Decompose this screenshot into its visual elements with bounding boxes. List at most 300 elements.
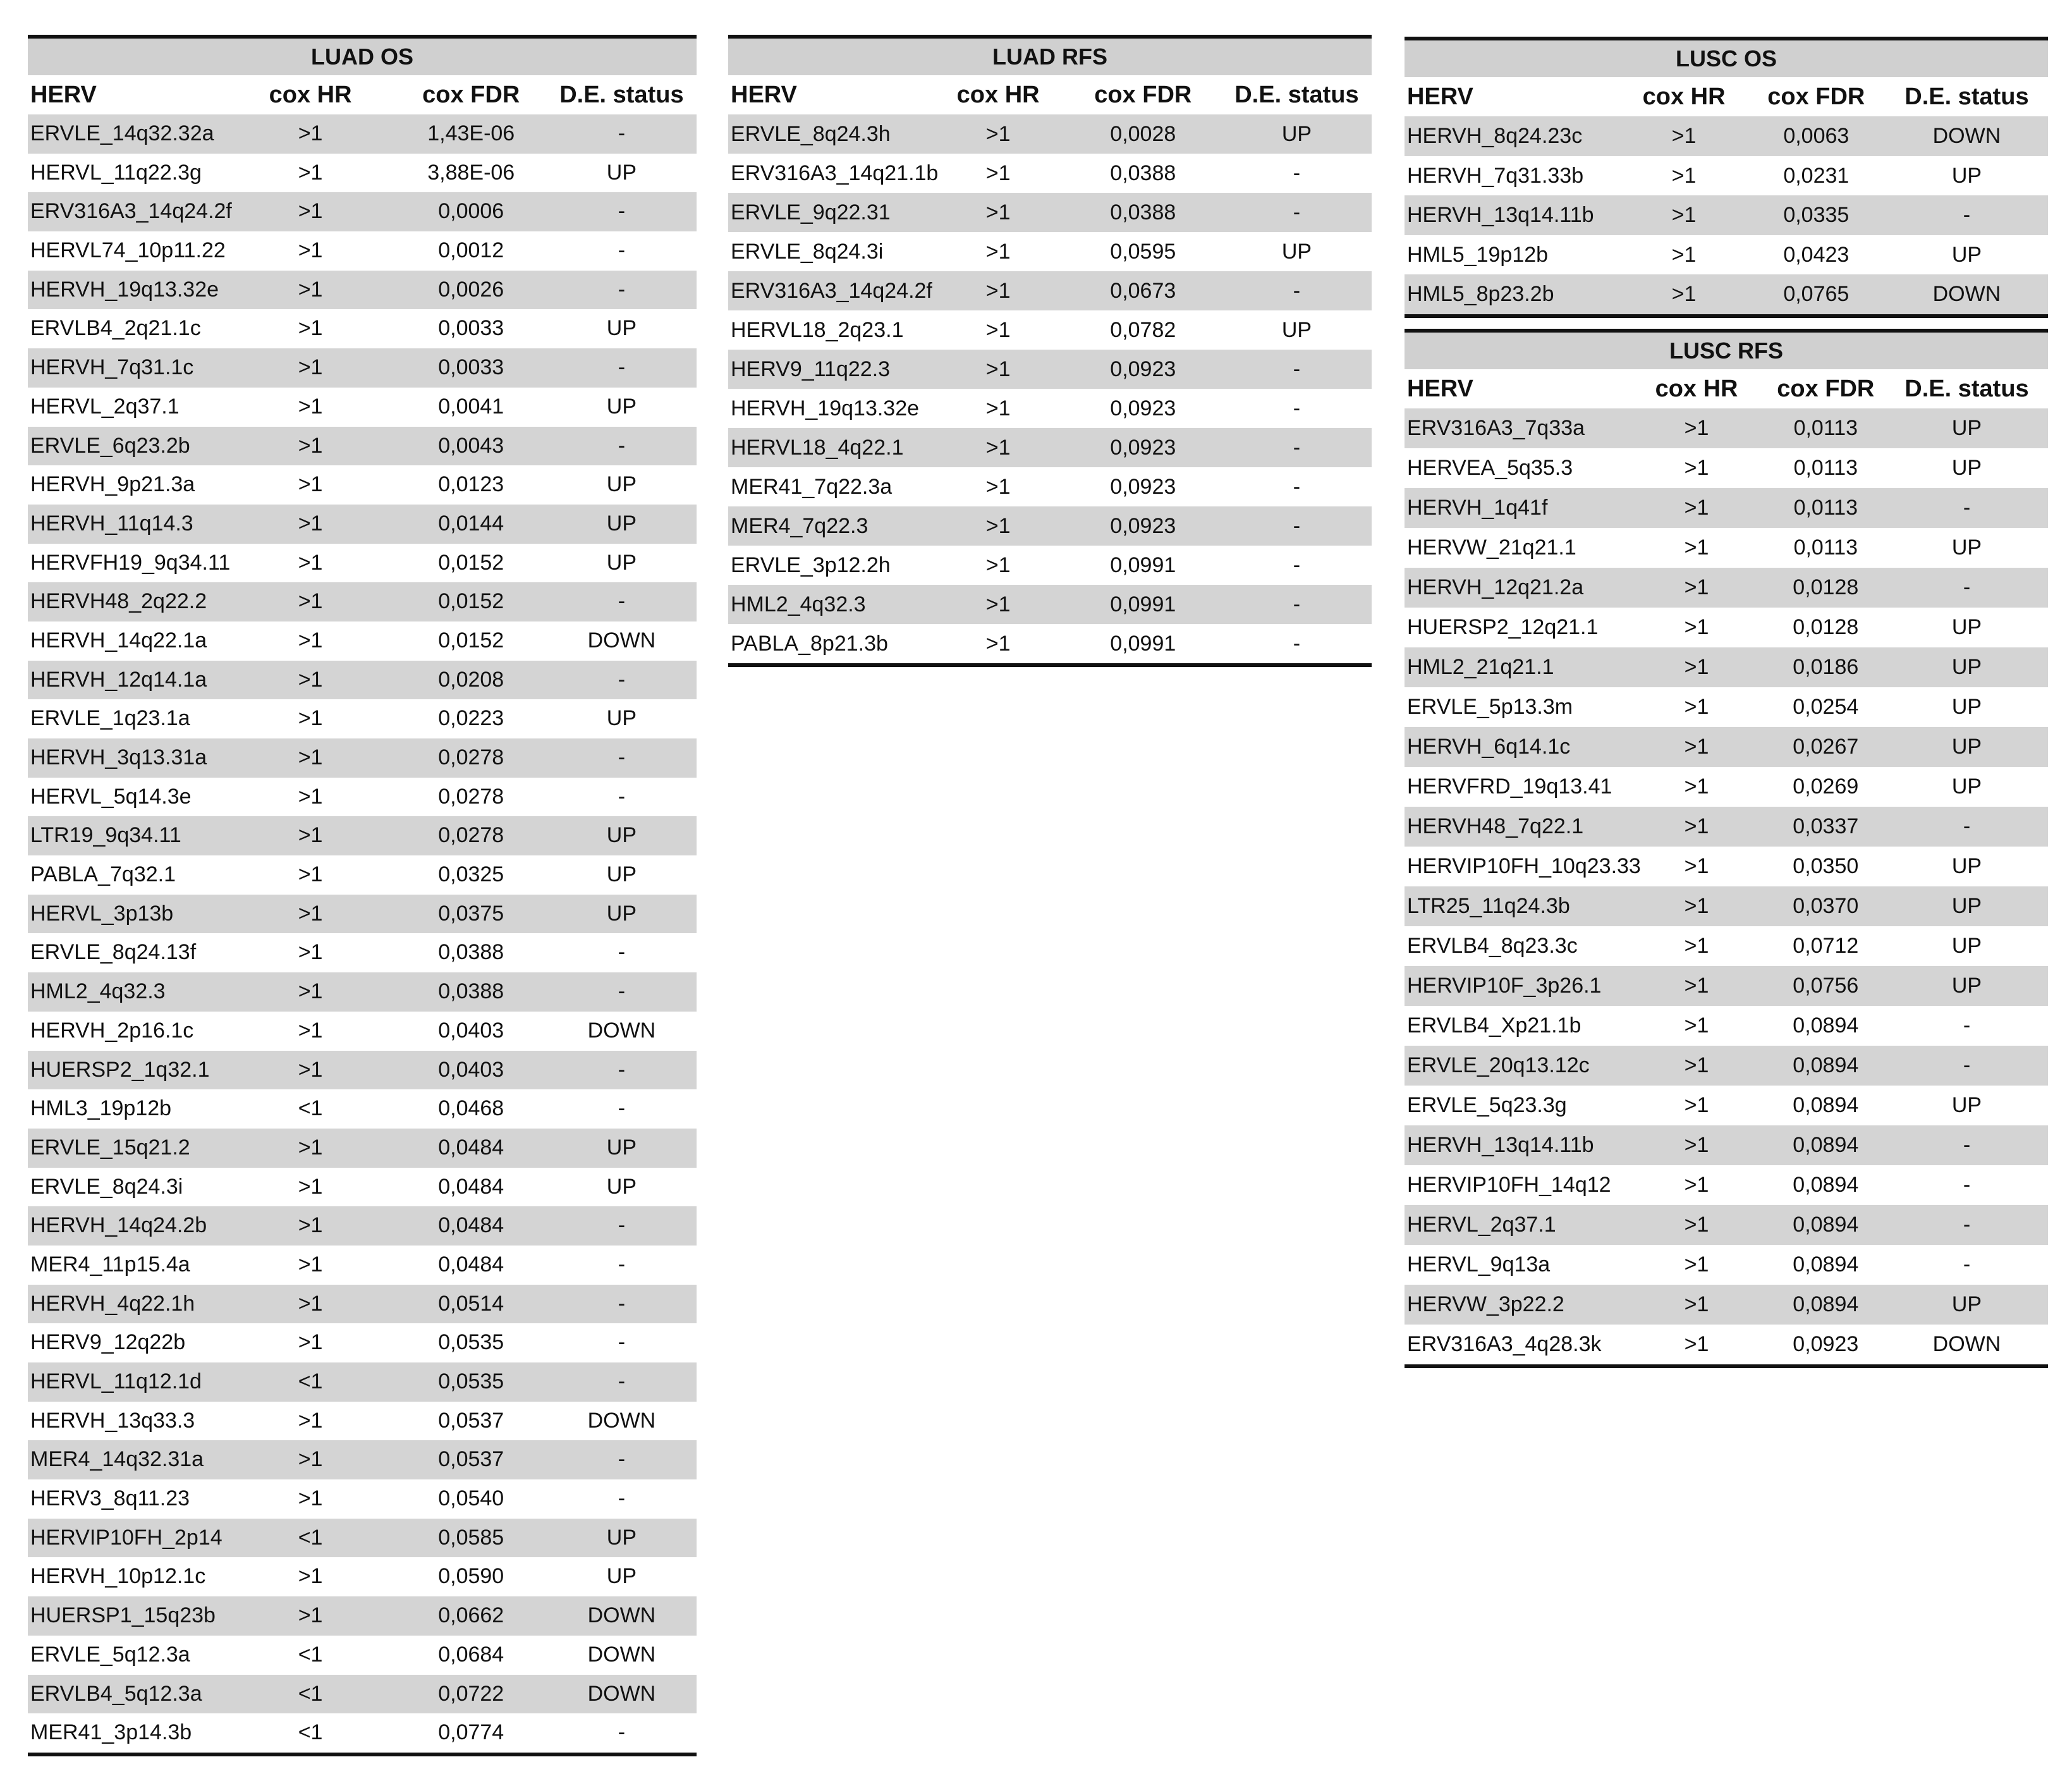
de-status: DOWN	[587, 1018, 656, 1043]
cox-hr: >1	[298, 472, 323, 497]
de-status: DOWN	[587, 1603, 656, 1628]
cox-fdr: 0,0923	[1110, 396, 1176, 420]
table-row	[728, 506, 1372, 546]
de-status: -	[1963, 496, 1971, 520]
cox-fdr: 0,0894	[1793, 1013, 1859, 1038]
herv-name: HERVL18_2q23.1	[731, 318, 904, 342]
herv-name: ERVLE_5q12.3a	[30, 1642, 190, 1667]
cox-fdr: 0,0388	[1110, 200, 1176, 224]
header-de-status: D.E. status	[1904, 376, 2029, 402]
cox-fdr: 0,0335	[1783, 203, 1850, 228]
cox-fdr: 0,0267	[1793, 735, 1859, 759]
herv-name: HERVH_19q13.32e	[731, 396, 920, 420]
table-row	[28, 1596, 697, 1636]
cox-hr: >1	[985, 318, 1011, 342]
de-status: UP	[1951, 735, 1982, 759]
herv-name: HML5_19p12b	[1407, 242, 1549, 267]
cox-fdr: 0,0370	[1793, 894, 1859, 918]
cox-fdr: 0,0722	[438, 1681, 504, 1706]
cox-hr: >1	[985, 632, 1011, 656]
de-status: -	[1293, 475, 1301, 499]
cox-fdr: 0,0540	[438, 1486, 504, 1511]
cox-hr: >1	[1684, 934, 1709, 958]
herv-name: HERVH_7q31.1c	[30, 355, 194, 380]
table-row	[728, 232, 1372, 271]
table-row	[28, 505, 697, 544]
cox-fdr: 0,0123	[438, 472, 504, 497]
cox-hr: >1	[298, 277, 323, 302]
herv-name: ERVLE_8q24.3h	[731, 122, 891, 146]
table-row	[1405, 608, 2048, 647]
cox-fdr: 0,0063	[1783, 124, 1850, 148]
de-status: UP	[1951, 242, 1982, 267]
de-status: UP	[1951, 536, 1982, 560]
cox-hr: >1	[298, 1330, 323, 1355]
cox-hr: >1	[298, 1252, 323, 1276]
cox-hr: >1	[1684, 496, 1709, 520]
table-row	[1405, 727, 2048, 767]
header-cox-hr: cox HR	[1655, 376, 1738, 402]
cox-fdr: 0,0894	[1793, 1213, 1859, 1237]
cox-fdr: 0,0113	[1793, 416, 1858, 440]
herv-name: HERVH48_2q22.2	[30, 589, 207, 614]
de-status: -	[1293, 514, 1301, 538]
table-row	[1405, 1325, 2048, 1364]
herv-name: ERV316A3_14q24.2f	[731, 279, 932, 303]
cox-hr: >1	[1684, 575, 1709, 599]
table-row	[1405, 1165, 2048, 1205]
cox-hr: >1	[1684, 1213, 1709, 1237]
cox-hr: >1	[985, 436, 1011, 460]
herv-name: ERVLE_20q13.12c	[1407, 1053, 1590, 1077]
cox-fdr: 0,0403	[438, 1057, 504, 1082]
cox-hr: >1	[985, 592, 1011, 616]
cox-hr: >1	[1671, 242, 1697, 267]
de-status: -	[618, 589, 626, 614]
herv-name: HERVIP10FH_14q12	[1407, 1173, 1611, 1197]
de-status: -	[1293, 632, 1301, 656]
de-status: UP	[606, 862, 637, 887]
herv-name: HERVH_12q14.1a	[30, 667, 207, 692]
cox-hr: >1	[1671, 124, 1697, 148]
cox-hr: <1	[298, 1642, 323, 1667]
de-status: DOWN	[1932, 124, 2001, 148]
de-status: -	[1293, 357, 1301, 381]
header-cox-hr: cox HR	[1642, 83, 1726, 110]
cox-fdr: 1,43E-06	[427, 121, 515, 145]
cox-fdr: 0,0923	[1793, 1332, 1859, 1356]
cox-hr: >1	[1684, 1173, 1709, 1197]
cox-fdr: 0,0033	[438, 316, 504, 341]
cox-fdr: 0,0468	[438, 1096, 504, 1121]
herv-name: HERVH_11q14.3	[30, 511, 193, 536]
cox-hr: >1	[298, 1408, 323, 1433]
cox-fdr: 0,0375	[438, 901, 504, 926]
cox-fdr: 0,0484	[438, 1174, 504, 1199]
cox-fdr: 0,0537	[438, 1447, 504, 1472]
herv-name: HERVL_11q22.3g	[30, 160, 202, 185]
header-cox-fdr: cox FDR	[1767, 83, 1865, 110]
cox-hr: >1	[298, 823, 323, 848]
herv-name: ERVLE_3p12.2h	[731, 553, 891, 577]
herv-name: ERVLB4_5q12.3a	[30, 1681, 202, 1706]
herv-name: ERVLE_9q22.31	[731, 200, 891, 224]
table-row	[28, 1362, 697, 1402]
header-cox-hr: cox HR	[956, 82, 1040, 108]
de-status: UP	[606, 1525, 637, 1550]
de-status: DOWN	[1932, 282, 2001, 307]
de-status: UP	[1281, 318, 1312, 342]
cox-hr: >1	[1684, 814, 1709, 838]
de-status: -	[618, 1096, 626, 1121]
header-de-status: D.E. status	[1234, 82, 1359, 108]
herv-name: HERVIP10FH_2p14	[30, 1525, 222, 1550]
table-row	[1405, 274, 2048, 314]
herv-name: HERVH_6q14.1c	[1407, 735, 1571, 759]
table-row	[728, 193, 1372, 232]
cox-fdr: 0,0012	[438, 238, 504, 263]
cox-fdr: 0,0388	[438, 979, 504, 1004]
herv-name: ERV316A3_4q28.3k	[1407, 1332, 1602, 1356]
cox-hr: >1	[1684, 536, 1709, 560]
herv-name: HERVH_1q41f	[1407, 496, 1548, 520]
cox-fdr: 0,0991	[1110, 592, 1176, 616]
table-row	[28, 388, 697, 427]
cox-fdr: 0,0894	[1793, 1093, 1859, 1117]
de-status: -	[618, 238, 626, 263]
herv-name: ERVLB4_8q23.3c	[1407, 934, 1578, 958]
table-title: LUSC OS	[1405, 40, 2048, 77]
cox-hr: >1	[298, 901, 323, 926]
herv-name: HERVL_2q37.1	[1407, 1213, 1556, 1237]
cox-hr: >1	[298, 1174, 323, 1199]
herv-name: ERVLE_8q24.3i	[30, 1174, 183, 1199]
cox-hr: >1	[985, 122, 1011, 146]
cox-hr: >1	[298, 667, 323, 692]
herv-name: HERVH_4q22.1h	[30, 1291, 195, 1316]
cox-hr: <1	[298, 1681, 323, 1706]
table-row	[28, 1168, 697, 1207]
table-row	[28, 778, 697, 817]
cox-hr: >1	[298, 628, 323, 652]
herv-name: HUERSP2_1q32.1	[30, 1057, 210, 1082]
de-status: UP	[606, 1174, 637, 1199]
cox-hr: >1	[985, 279, 1011, 303]
header-herv: HERV	[731, 82, 797, 108]
cox-hr: >1	[1671, 163, 1697, 188]
table-row	[1405, 966, 2048, 1006]
herv-name: HERVH_14q24.2b	[30, 1213, 207, 1238]
table-row	[728, 310, 1372, 350]
table-row	[28, 738, 697, 778]
cox-fdr: 0,0684	[438, 1642, 504, 1667]
table-row	[1405, 1125, 2048, 1165]
herv-name: ERVLE_8q24.3i	[731, 240, 884, 264]
cox-fdr: 0,0712	[1793, 934, 1859, 958]
de-status: -	[1963, 1013, 1971, 1038]
table-row	[1405, 156, 2048, 196]
cox-hr: >1	[298, 1135, 323, 1160]
table-row	[28, 661, 697, 700]
herv-name: HERVL_5q14.3e	[30, 784, 192, 809]
table-row	[28, 544, 697, 583]
de-status: UP	[1281, 240, 1312, 264]
herv-name: ERVLB4_Xp21.1b	[1407, 1013, 1581, 1038]
de-status: UP	[606, 511, 637, 536]
header-cox-fdr: cox FDR	[422, 82, 520, 108]
de-status: -	[1293, 161, 1301, 185]
herv-name: MER4_14q32.31a	[30, 1447, 204, 1472]
cox-fdr: 0,0514	[438, 1291, 504, 1316]
de-status: -	[618, 277, 626, 302]
herv-name: HERVEA_5q35.3	[1407, 456, 1573, 480]
cox-fdr: 0,0537	[438, 1408, 504, 1433]
de-status: -	[1963, 1213, 1971, 1237]
de-status: UP	[606, 901, 637, 926]
cox-hr: >1	[1684, 894, 1709, 918]
de-status: UP	[606, 1564, 637, 1589]
cox-hr: >1	[298, 1447, 323, 1472]
table-row	[1405, 195, 2048, 235]
table-row	[1405, 408, 2048, 448]
de-status: -	[618, 784, 626, 809]
table-row	[728, 546, 1372, 585]
cox-hr: >1	[1684, 655, 1709, 679]
herv-name: HERVL_11q12.1d	[30, 1369, 202, 1393]
de-status: -	[1293, 436, 1301, 460]
herv-name: HML2_4q32.3	[30, 979, 166, 1004]
herv-name: LTR19_9q34.11	[30, 823, 181, 848]
herv-name: ERVLE_15q21.2	[30, 1135, 190, 1160]
table-row	[728, 350, 1372, 389]
table-row	[28, 1440, 697, 1479]
cox-hr: >1	[298, 745, 323, 769]
cox-hr: >1	[1684, 695, 1709, 719]
cox-fdr: 0,0186	[1793, 655, 1859, 679]
de-status: -	[1293, 396, 1301, 420]
herv-name: HERVH_13q14.11b	[1407, 1133, 1594, 1157]
header-row	[1405, 77, 2048, 116]
de-status: -	[618, 1330, 626, 1355]
de-status: UP	[606, 823, 637, 848]
table-row	[28, 933, 697, 972]
cox-hr: >1	[298, 1213, 323, 1238]
cox-fdr: 0,0041	[438, 394, 504, 419]
cox-fdr: 0,0388	[1110, 161, 1176, 185]
table-luad-rfs	[728, 35, 1372, 667]
de-status: UP	[1951, 615, 1982, 639]
de-status: UP	[1951, 416, 1982, 440]
herv-name: HERV9_11q22.3	[731, 357, 891, 381]
table-title: LUSC RFS	[1405, 333, 2048, 369]
table-row	[728, 428, 1372, 467]
herv-name: HML3_19p12b	[30, 1096, 172, 1121]
de-status: UP	[1951, 934, 1982, 958]
cox-hr: >1	[1684, 974, 1709, 998]
herv-name: ERV316A3_7q33a	[1407, 416, 1585, 440]
table-row	[28, 1402, 697, 1441]
cox-fdr: 0,0152	[438, 589, 504, 614]
cox-fdr: 0,0535	[438, 1369, 504, 1393]
table-row	[28, 154, 697, 193]
de-status: UP	[1951, 974, 1982, 998]
table-row	[28, 1557, 697, 1596]
cox-hr: >1	[985, 357, 1011, 381]
de-status: UP	[606, 550, 637, 575]
cox-hr: >1	[1684, 1133, 1709, 1157]
herv-name: HERVFH19_9q34.11	[30, 550, 231, 575]
de-status: -	[618, 1252, 626, 1276]
cox-hr: >1	[298, 199, 323, 224]
table-row	[728, 114, 1372, 154]
herv-name: ERVLE_14q32.32a	[30, 121, 214, 145]
cox-hr: >1	[298, 862, 323, 887]
cox-fdr: 0,0923	[1110, 357, 1176, 381]
cox-hr: <1	[298, 1369, 323, 1393]
de-status: DOWN	[1932, 1332, 2001, 1356]
herv-name: HERVW_21q21.1	[1407, 536, 1576, 560]
header-herv: HERV	[30, 82, 97, 108]
de-status: UP	[606, 472, 637, 497]
header-de-status: D.E. status	[1904, 83, 2029, 110]
de-status: -	[1963, 1053, 1971, 1077]
header-herv: HERV	[1407, 376, 1473, 402]
de-status: -	[618, 433, 626, 458]
de-status: -	[618, 121, 626, 145]
header-row	[728, 75, 1372, 114]
table-row	[28, 192, 697, 231]
table-row	[28, 699, 697, 738]
cox-hr: >1	[298, 1486, 323, 1511]
cox-fdr: 0,0144	[438, 511, 504, 536]
herv-name: HERV9_12q22b	[30, 1330, 186, 1355]
table-row	[28, 582, 697, 621]
cox-hr: >1	[1684, 1053, 1709, 1077]
cox-fdr: 0,0152	[438, 550, 504, 575]
herv-name: HERVL_2q37.1	[30, 394, 180, 419]
cox-hr: >1	[298, 316, 323, 341]
cox-hr: <1	[298, 1525, 323, 1550]
cox-fdr: 0,0894	[1793, 1173, 1859, 1197]
de-status: UP	[1951, 655, 1982, 679]
herv-name: PABLA_8p21.3b	[731, 632, 888, 656]
herv-name: HERVH_7q31.33b	[1407, 163, 1584, 188]
table-row	[728, 624, 1372, 663]
herv-name: HERVH_2p16.1c	[30, 1018, 194, 1043]
cox-fdr: 0,0113	[1793, 496, 1858, 520]
table-row	[28, 427, 697, 466]
cox-fdr: 0,0113	[1793, 536, 1858, 560]
de-status: -	[618, 1447, 626, 1472]
cox-hr: >1	[1684, 1013, 1709, 1038]
cox-fdr: 0,0484	[438, 1213, 504, 1238]
de-status: -	[618, 1486, 626, 1511]
table-row	[1405, 647, 2048, 687]
cox-hr: >1	[1671, 203, 1697, 228]
table-row	[28, 1129, 697, 1168]
de-status: UP	[606, 706, 637, 731]
herv-name: ERVLE_1q23.1a	[30, 706, 190, 731]
cox-fdr: 0,0484	[438, 1135, 504, 1160]
cox-fdr: 0,0223	[438, 706, 504, 731]
cox-hr: >1	[298, 979, 323, 1004]
cox-hr: >1	[298, 1018, 323, 1043]
cox-hr: >1	[298, 1291, 323, 1316]
herv-name: ERVLE_5q23.3g	[1407, 1093, 1567, 1117]
table-row	[28, 1012, 697, 1051]
de-status: -	[1963, 1252, 1971, 1276]
table-row	[1405, 847, 2048, 886]
herv-name: HERVH_9p21.3a	[30, 472, 195, 497]
cox-fdr: 0,0113	[1793, 456, 1858, 480]
cox-fdr: 0,0923	[1110, 436, 1176, 460]
de-status: -	[618, 940, 626, 965]
de-status: UP	[606, 316, 637, 341]
cox-hr: >1	[298, 355, 323, 380]
de-status: UP	[1951, 163, 1982, 188]
de-status: DOWN	[587, 1681, 656, 1706]
table-row	[28, 621, 697, 661]
de-status: -	[618, 1213, 626, 1238]
table-row	[1405, 926, 2048, 966]
cox-hr: >1	[1684, 774, 1709, 799]
cox-fdr: 0,0033	[438, 355, 504, 380]
herv-name: LTR25_11q24.3b	[1407, 894, 1570, 918]
de-status: UP	[1951, 854, 1982, 878]
de-status: UP	[1951, 1093, 1982, 1117]
cox-hr: >1	[985, 553, 1011, 577]
table-row	[28, 1675, 697, 1714]
cox-fdr: 0,0128	[1793, 575, 1859, 599]
de-status: -	[618, 1369, 626, 1393]
table-row	[1405, 235, 2048, 275]
de-status: -	[618, 355, 626, 380]
table-row	[1405, 807, 2048, 847]
cox-fdr: 0,0026	[438, 277, 504, 302]
cox-hr: >1	[298, 589, 323, 614]
cox-fdr: 0,0535	[438, 1330, 504, 1355]
herv-name: HERVH_14q22.1a	[30, 628, 207, 652]
table-title: LUAD OS	[28, 39, 697, 75]
cox-fdr: 0,0484	[438, 1252, 504, 1276]
cox-fdr: 0,0269	[1793, 774, 1859, 799]
cox-fdr: 0,0325	[438, 862, 504, 887]
cox-fdr: 0,0043	[438, 433, 504, 458]
table-row	[28, 1246, 697, 1285]
herv-name: HUERSP2_12q21.1	[1407, 615, 1599, 639]
table-row	[28, 114, 697, 154]
herv-name: HUERSP1_15q23b	[30, 1603, 216, 1628]
cox-hr: >1	[1684, 1332, 1709, 1356]
table-lusc-rfs	[1405, 329, 2048, 1368]
cox-fdr: 0,0595	[1110, 240, 1176, 264]
herv-name: HERVH_10p12.1c	[30, 1564, 206, 1589]
cox-fdr: 0,0590	[438, 1564, 504, 1589]
table-row	[1405, 528, 2048, 568]
table-row	[1405, 767, 2048, 807]
cox-hr: >1	[1684, 456, 1709, 480]
herv-name: HERVH_12q21.2a	[1407, 575, 1584, 599]
cox-fdr: 0,0894	[1793, 1292, 1859, 1316]
cox-hr: >1	[298, 784, 323, 809]
herv-name: MER41_7q22.3a	[731, 475, 893, 499]
cox-fdr: 0,0894	[1793, 1252, 1859, 1276]
header-cox-fdr: cox FDR	[1777, 376, 1875, 402]
cox-fdr: 0,0662	[438, 1603, 504, 1628]
herv-name: MER4_11p15.4a	[30, 1252, 190, 1276]
cox-fdr: 0,0923	[1110, 514, 1176, 538]
de-status: -	[1963, 575, 1971, 599]
